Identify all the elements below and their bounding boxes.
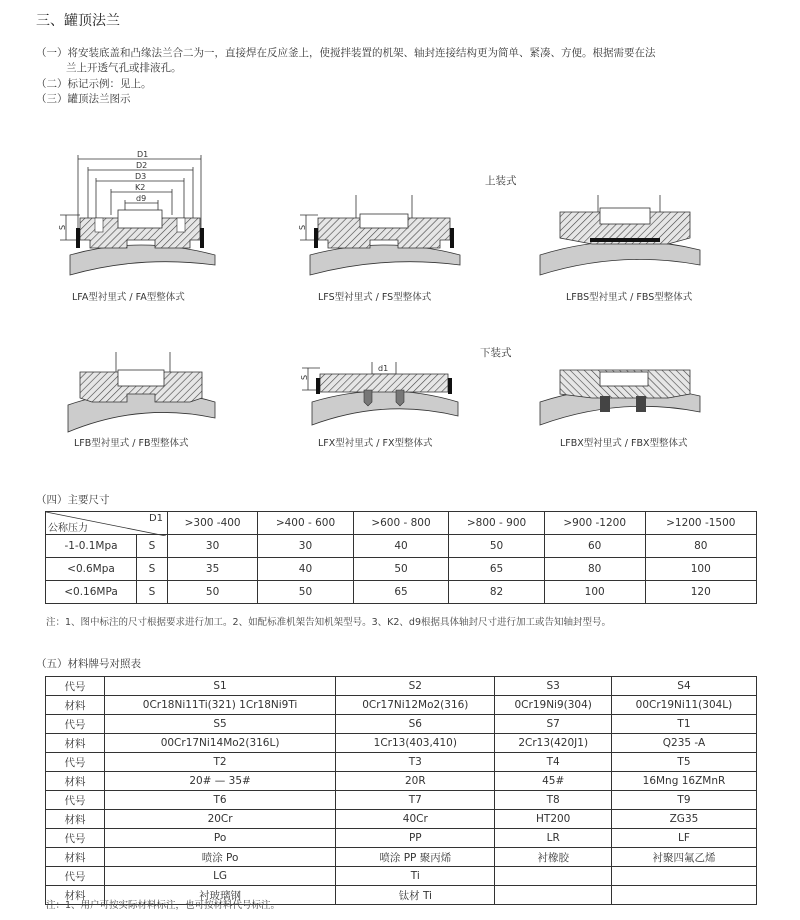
materials-cell: Po — [105, 829, 336, 848]
dims-note: 注：1、图中标注的尺寸根据要求进行加工。2、如配标准机架告知机架型号。3、K2、d9根据具体轴封尺寸进行加工或告知轴封型号。 — [46, 617, 611, 628]
materials-cell — [611, 886, 756, 905]
materials-cell: LF — [611, 829, 756, 848]
dim-d2-label: D2 — [136, 161, 148, 170]
materials-cell: T3 — [336, 753, 495, 772]
dims-sym-cell: S — [137, 581, 168, 604]
dim-k2-label: K2 — [135, 183, 146, 192]
materials-cell: 20Cr — [105, 810, 336, 829]
materials-cell: 衬聚四氟乙烯 — [611, 848, 756, 867]
lfa-drawing — [58, 150, 215, 275]
materials-cell: Q235 -A — [611, 734, 756, 753]
materials-cell: 2Cr13(420J1) — [495, 734, 611, 753]
dims-value-cell: 50 — [168, 581, 258, 604]
materials-row-head: 代号 — [46, 867, 105, 886]
materials-row-head: 材料 — [46, 734, 105, 753]
dims-sym-cell: S — [137, 535, 168, 558]
paragraph-1-cont: 兰上开透气孔或排液孔。 — [66, 62, 182, 74]
materials-cell: S4 — [611, 677, 756, 696]
lfs-drawing — [298, 195, 460, 275]
materials-cell: S6 — [336, 715, 495, 734]
dims-value-cell: 40 — [258, 558, 354, 581]
materials-cell: S1 — [105, 677, 336, 696]
materials-cell: T6 — [105, 791, 336, 810]
dims-row — [46, 535, 757, 558]
flange-diagram — [0, 140, 800, 470]
dims-value-cell: 50 — [258, 581, 354, 604]
materials-cell: T2 — [105, 753, 336, 772]
dims-value-cell: 65 — [449, 558, 545, 581]
materials-row-head: 代号 — [46, 791, 105, 810]
dim-s-label-2: S — [298, 224, 307, 230]
materials-cell: S7 — [495, 715, 611, 734]
dims-value-cell: 40 — [353, 535, 449, 558]
materials-cell: 0Cr18Ni11Ti(321) 1Cr18Ni9Ti — [105, 696, 336, 715]
materials-table — [45, 676, 757, 905]
dims-col-header: >1200 -1500 — [645, 512, 756, 535]
materials-cell: 喷涂 Po — [105, 848, 336, 867]
materials-row-head: 代号 — [46, 677, 105, 696]
dims-value-cell: 100 — [544, 581, 645, 604]
paragraph-2: （二）标记示例：见上。 — [36, 78, 152, 90]
dims-col-header: >800 - 900 — [449, 512, 545, 535]
paragraph-1: （一）将安装底盖和凸缘法兰合二为一，直接焊在反应釜上，使搅拌装置的机架、轴封连接结构更为简单、紧凑、方便。根据需要在法 — [36, 47, 656, 59]
dims-pressure-cell: -1-0.1Mpa — [46, 535, 137, 558]
lfb-drawing — [68, 352, 215, 432]
materials-section-title: （五）材料牌号对照表 — [36, 658, 141, 670]
dims-value-cell: 80 — [544, 558, 645, 581]
dim-d1-label: D1 — [137, 150, 149, 159]
label-lfbs: LFBS型衬里式 / FBS型整体式 — [566, 292, 693, 303]
materials-cell — [495, 867, 611, 886]
materials-cell: 00Cr19Ni11(304L) — [611, 696, 756, 715]
materials-cell: S2 — [336, 677, 495, 696]
label-lfx: LFX型衬里式 / FX型整体式 — [318, 438, 433, 449]
materials-row — [46, 867, 757, 886]
dims-col-header: >900 -1200 — [544, 512, 645, 535]
dims-corner-d1: D1 — [148, 513, 163, 524]
dims-value-cell: 65 — [353, 581, 449, 604]
materials-row — [46, 791, 757, 810]
dims-header-row — [46, 512, 757, 535]
materials-cell: 00Cr17Ni14Mo2(316L) — [105, 734, 336, 753]
page-title: 三、罐顶法兰 — [36, 13, 120, 29]
materials-row — [46, 810, 757, 829]
materials-row — [46, 848, 757, 867]
materials-cell: 20R — [336, 772, 495, 791]
label-lfs: LFS型衬里式 / FS型整体式 — [318, 292, 432, 303]
dim-d1-label-3: d1 — [378, 364, 389, 373]
materials-cell: S3 — [495, 677, 611, 696]
dims-value-cell: 100 — [645, 558, 756, 581]
mode-bottom-label: 下装式 — [480, 347, 512, 359]
dims-value-cell: 82 — [449, 581, 545, 604]
dims-col-header: >600 - 800 — [353, 512, 449, 535]
materials-row-head: 材料 — [46, 696, 105, 715]
dim-d9-label: d9 — [136, 194, 147, 203]
materials-cell: 45# — [495, 772, 611, 791]
dims-section-title: （四）主要尺寸 — [36, 494, 110, 506]
mode-top-label: 上装式 — [485, 175, 517, 187]
lfbs-drawing — [540, 195, 700, 275]
materials-cell: LG — [105, 867, 336, 886]
materials-row — [46, 772, 757, 791]
label-lfbx: LFBX型衬里式 / FBX型整体式 — [560, 438, 688, 449]
dims-row — [46, 581, 757, 604]
materials-cell — [611, 867, 756, 886]
materials-cell — [495, 886, 611, 905]
dims-value-cell: 120 — [645, 581, 756, 604]
materials-row — [46, 829, 757, 848]
materials-row-head: 材料 — [46, 810, 105, 829]
dim-s-label: S — [58, 224, 67, 230]
materials-cell: ZG35 — [611, 810, 756, 829]
dims-row — [46, 558, 757, 581]
materials-row — [46, 734, 757, 753]
materials-row-head: 代号 — [46, 829, 105, 848]
materials-note: 注：1、用户可按实际材料标注，也可按材料代号标注。 — [46, 900, 281, 911]
dims-value-cell: 30 — [168, 535, 258, 558]
dims-sym-cell: S — [137, 558, 168, 581]
materials-cell: S5 — [105, 715, 336, 734]
materials-cell: T8 — [495, 791, 611, 810]
materials-row — [46, 696, 757, 715]
materials-row-head: 材料 — [46, 886, 105, 905]
dims-value-cell: 30 — [258, 535, 354, 558]
dims-corner-cell — [46, 512, 168, 535]
materials-cell: 1Cr13(403,410) — [336, 734, 495, 753]
materials-cell: 16Mng 16ZMnR — [611, 772, 756, 791]
materials-row-head: 代号 — [46, 753, 105, 772]
materials-cell: 钛材 Ti — [336, 886, 495, 905]
dim-d3-label: D3 — [135, 172, 147, 181]
materials-cell: 喷涂 PP 聚丙烯 — [336, 848, 495, 867]
dims-pressure-cell: <0.16MPa — [46, 581, 137, 604]
materials-cell: T5 — [611, 753, 756, 772]
materials-cell: T4 — [495, 753, 611, 772]
dims-value-cell: 80 — [645, 535, 756, 558]
dims-pressure-cell: <0.6Mpa — [46, 558, 137, 581]
paragraph-3: （三）罐顶法兰图示 — [36, 93, 131, 105]
dim-s-label-3: S — [300, 374, 309, 380]
dims-corner-pressure: 公称压力 — [48, 523, 88, 534]
dims-value-cell: 50 — [353, 558, 449, 581]
materials-cell: Ti — [336, 867, 495, 886]
label-lfa: LFA型衬里式 / FA型整体式 — [72, 292, 185, 303]
materials-cell: HT200 — [495, 810, 611, 829]
dims-value-cell: 35 — [168, 558, 258, 581]
lfx-drawing — [300, 362, 458, 425]
materials-cell: 衬橡胶 — [495, 848, 611, 867]
materials-cell: 0Cr19Ni9(304) — [495, 696, 611, 715]
dims-col-header: >300 -400 — [168, 512, 258, 535]
label-lfb: LFB型衬里式 / FB型整体式 — [74, 438, 189, 449]
dims-value-cell: 50 — [449, 535, 545, 558]
materials-cell: PP — [336, 829, 495, 848]
materials-cell: T1 — [611, 715, 756, 734]
materials-row-head: 材料 — [46, 772, 105, 791]
materials-cell: 40Cr — [336, 810, 495, 829]
dims-col-header: >400 - 600 — [258, 512, 354, 535]
materials-cell: T7 — [336, 791, 495, 810]
materials-row — [46, 677, 757, 696]
lfbx-drawing — [540, 370, 700, 425]
materials-cell: 20# — 35# — [105, 772, 336, 791]
dims-value-cell: 60 — [544, 535, 645, 558]
materials-row — [46, 753, 757, 772]
materials-cell: LR — [495, 829, 611, 848]
materials-row — [46, 715, 757, 734]
materials-cell: 衬玻璃钢 — [105, 886, 336, 905]
materials-cell: T9 — [611, 791, 756, 810]
dims-table — [45, 511, 757, 604]
materials-row-head: 代号 — [46, 715, 105, 734]
materials-row-head: 材料 — [46, 848, 105, 867]
materials-cell: 0Cr17Ni12Mo2(316) — [336, 696, 495, 715]
